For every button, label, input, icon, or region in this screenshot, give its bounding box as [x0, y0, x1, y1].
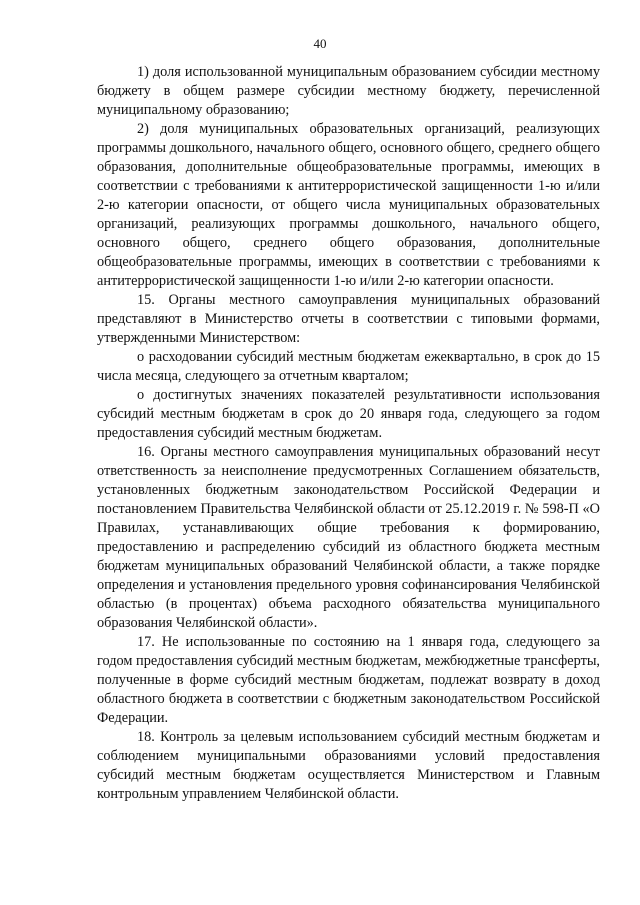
paragraph-quarterly-report: о расходовании субсидий местным бюджетам ежеквартально, в срок до 15 числа месяца, следующего за отчетным кварталом; — [97, 349, 600, 384]
page-number: 40 — [313, 36, 327, 51]
paragraph-item-16: 16. Органы местного самоуправления муниципальных образований несут ответственность за неисполнение предусмотренных Соглашением обязательств, установленных бюджетным законодательством Российской Федерации и постановлением Правительства Челябинской области от 25.12.2019 г. № 598-П «О Правилах, устанавливающих общие требования к формированию, предоставлению и распределению субсидий из областного бюджета местным бюджетам муниципальных образований Челябинской области, а также порядке определения и установления предельного уровня софинансирования Челябинской областью (в процентах) объема расходного обязательства муниципального образования Челябинской области». — [97, 444, 600, 631]
paragraph-item-17: 17. Не использованные по состоянию на 1 января года, следующего за годом предоставления субсидий местным бюджетам, межбюджетные трансферты, полученные в форме субсидий местным бюджетам, подлежат возврату в доход областного бюджета в соответствии с бюджетным законодательством Российской Федерации. — [97, 634, 600, 726]
paragraph-share-used-subsidy: 1) доля использованной муниципальным образованием субсидии местному бюджету в общем размере субсидии местному бюджету, перечисленной муниципальному образованию; — [97, 64, 600, 118]
document-body — [97, 63, 600, 804]
paragraph-share-educational-organizations: 2) доля муниципальных образовательных организаций, реализующих программы дошкольного, начального общего, основного общего, среднего общего образования, дополнительные общеобразовательные программы, имеющих в соответствии с требованиями к антитеррористической защищенности 1-ю и/или 2-ю категории опасности, от общего числа муниципальных образовательных организаций, реализующих программы дошкольного, начального общего, основного общего, среднего общего образования, дополнительные общеобразовательные программы, имеющих в соответствии с требованиями к антитеррористической защищенности 1-ю и/или 2-ю категории опасности. — [97, 121, 600, 289]
paragraph-item-18: 18. Контроль за целевым использованием субсидий местным бюджетам и соблюдением муниципальными образованиями условий предоставления субсидий местным бюджетам осуществляется Министерством и Главным контрольным управлением Челябинской области. — [97, 729, 600, 802]
paragraph-results-report: о достигнутых значениях показателей результативности использования субсидий местным бюджетам в срок до 20 января года, следующего за годом предоставления субсидий местным бюджетам. — [97, 387, 600, 441]
paragraph-item-15: 15. Органы местного самоуправления муниципальных образований представляют в Министерство отчеты в соответствии с типовыми формами, утвержденными Министерством: — [97, 292, 600, 346]
